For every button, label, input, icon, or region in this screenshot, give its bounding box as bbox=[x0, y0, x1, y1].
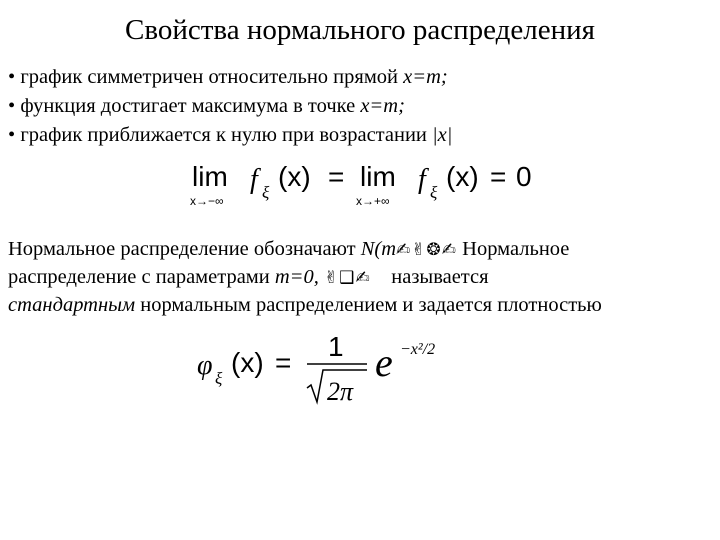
xi-subscript: ξ bbox=[215, 369, 223, 388]
parameter-math: m=0, bbox=[274, 266, 319, 288]
bullet-marker: • bbox=[8, 95, 16, 117]
bullet-math: x=m; bbox=[360, 95, 405, 117]
lim-left-sub: x→−∞ bbox=[190, 194, 224, 208]
page-title: Свойства нормального распределения bbox=[125, 14, 595, 46]
bullet-maximum bbox=[8, 95, 405, 118]
f-left: f bbox=[250, 164, 258, 195]
garbled-symbol-glyphs: ✍✌❂✍ bbox=[396, 240, 458, 260]
bullet-text: график приближается к нулю при возрастании bbox=[20, 124, 427, 146]
xi-right: ξ bbox=[430, 183, 438, 202]
paragraph-line-2 bbox=[8, 266, 489, 289]
lim-right-sub: x→+∞ bbox=[356, 194, 390, 208]
bullet-math: |x| bbox=[432, 124, 453, 146]
emphasis-text: стандартным bbox=[8, 294, 136, 316]
density-formula bbox=[195, 326, 455, 406]
limit-formula bbox=[190, 158, 540, 210]
paragraph-line-3 bbox=[8, 294, 602, 317]
paragraph-text: нормальным распределением и задается плотностью bbox=[140, 294, 602, 316]
fraction-numerator: 1 bbox=[328, 331, 344, 362]
arg-right: (x) bbox=[446, 161, 479, 192]
bullet-marker: • bbox=[8, 66, 16, 88]
bullet-text: функция достигает максимума в точке bbox=[20, 95, 356, 117]
exponent: −x²/2 bbox=[400, 341, 436, 358]
notation-math: N(m bbox=[360, 238, 397, 260]
paragraph-text: распределение с параметрами bbox=[8, 266, 270, 288]
euler-e: e bbox=[375, 340, 393, 385]
equals-sign-2: = bbox=[490, 161, 507, 192]
paragraph-line-1 bbox=[8, 238, 569, 261]
lim-left: lim bbox=[192, 161, 228, 192]
bullet-symmetry bbox=[8, 66, 448, 89]
garbled-symbol-glyphs: ✌❑✍ bbox=[324, 268, 371, 288]
bullet-math: x=m; bbox=[403, 66, 448, 88]
phi-argument: (x) bbox=[231, 347, 264, 378]
fraction-denominator: 2π bbox=[327, 377, 354, 406]
equals-sign: = bbox=[328, 161, 345, 192]
equals-sign: = bbox=[275, 347, 292, 378]
zero: 0 bbox=[516, 161, 532, 192]
paragraph-text: Нормальное распределение обозначают bbox=[8, 238, 356, 260]
lim-right: lim bbox=[360, 161, 396, 192]
paragraph-text: Нормальное bbox=[462, 238, 570, 260]
bullet-limit bbox=[8, 124, 452, 147]
xi-left: ξ bbox=[262, 183, 270, 202]
arg-left: (x) bbox=[278, 161, 311, 192]
f-right: f bbox=[418, 164, 426, 195]
bullet-marker: • bbox=[8, 124, 16, 146]
bullet-text: график симметричен относительно прямой bbox=[20, 66, 399, 88]
paragraph-text: называется bbox=[391, 266, 489, 288]
phi-symbol: φ bbox=[197, 350, 213, 381]
